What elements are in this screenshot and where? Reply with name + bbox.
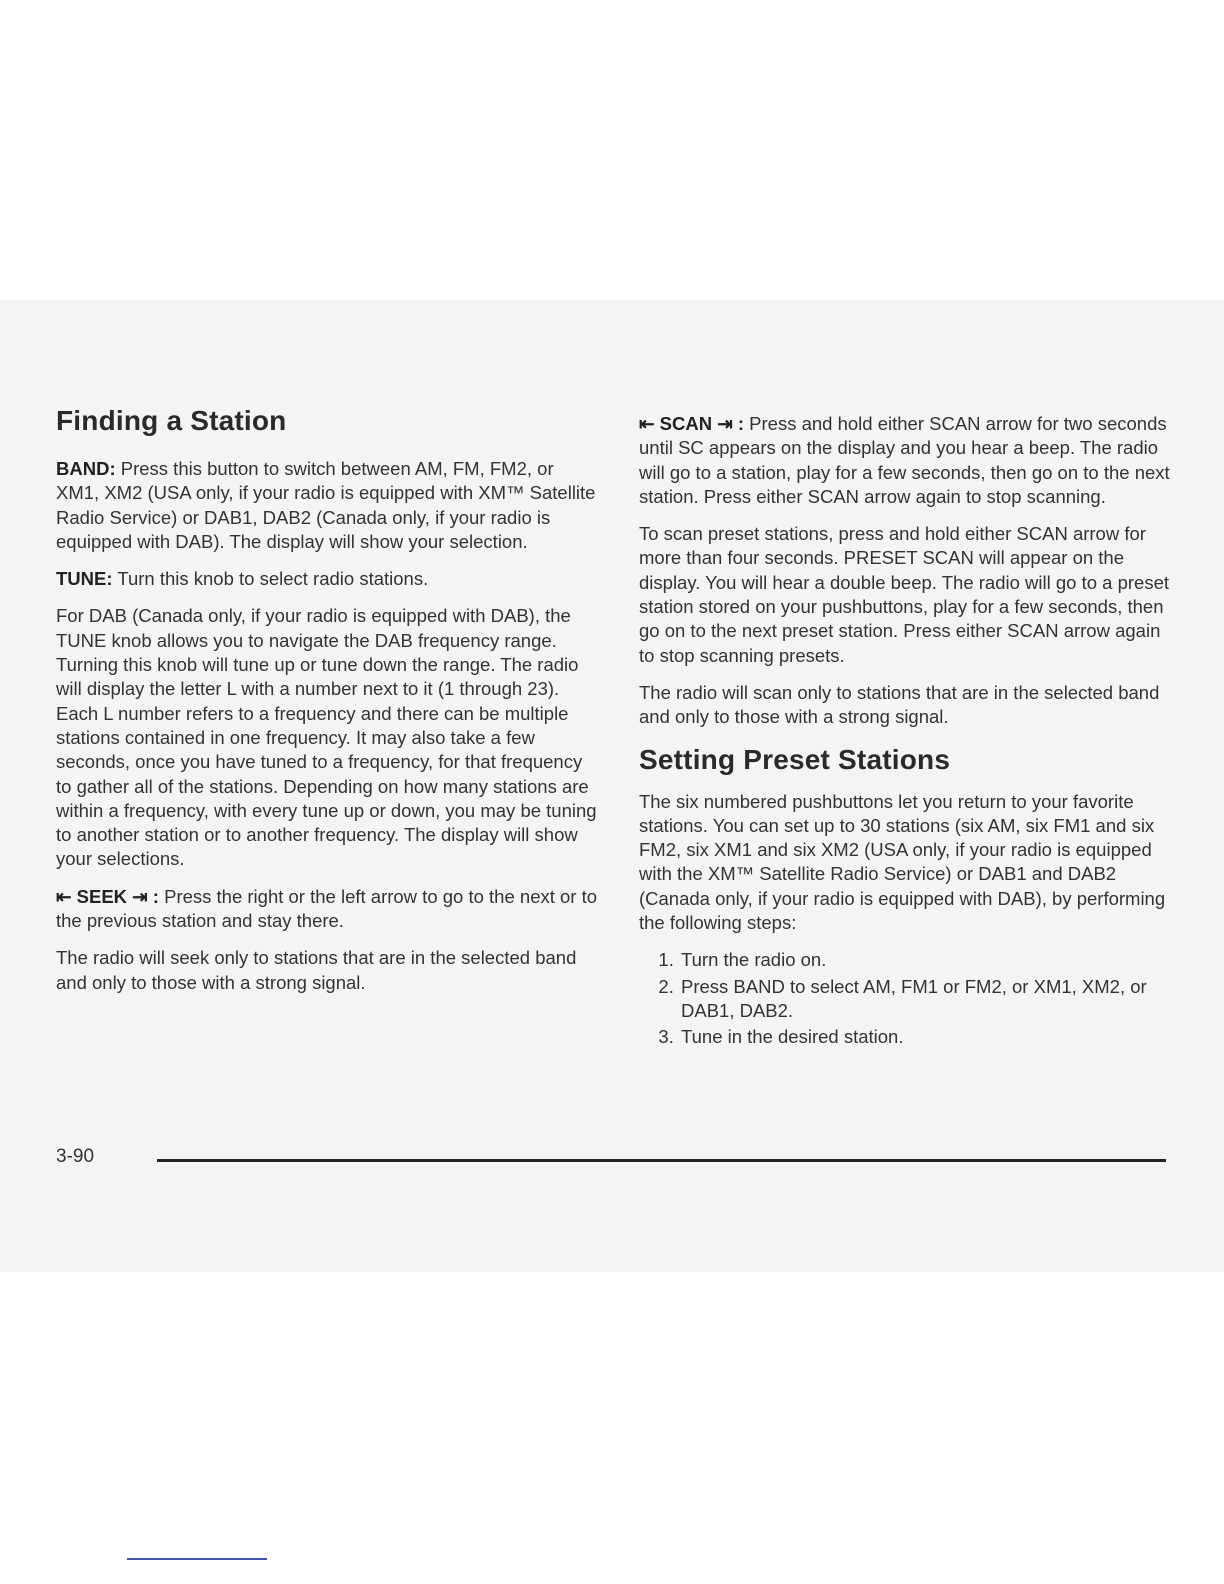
- seek-note-paragraph: The radio will seek only to stations that are in the selected band and only to those with a strong signal.: [56, 947, 577, 993]
- section-title-setting-presets: Setting Preset Stations: [639, 743, 951, 775]
- scan-note-paragraph: The radio will scan only to stations that are in the selected band and only to those with a strong signal.: [639, 681, 1160, 728]
- list-item: 2. Press BAND to select AM, FM1 or FM2, or XM1, XM2, or DAB1, DAB2.: [679, 975, 1179, 1024]
- page-number: 3-90: [56, 1146, 95, 1167]
- list-item: 3. Tune in the desired station.: [679, 1025, 1179, 1049]
- scan-text: Press and hold either SCAN arrow for two seconds until SC appears on the display and you hear a beep. The radio will go to a station, play for a few seconds, then go on to the next station. Press either SCAN arrow again to stop scanning.: [639, 413, 1170, 507]
- left-column: [56, 405, 601, 1008]
- preset-steps-list: [639, 948, 1179, 1049]
- seek-label: ⇤ SEEK ⇥ :: [56, 885, 159, 907]
- seek-text: Press the right or the left arrow to go to the next or to the previous station and stay there.: [56, 885, 598, 932]
- right-column: [639, 412, 1179, 1052]
- preset-intro-paragraph: The six numbered pushbuttons let you return to your favorite stations. You can set up to 30 stations (six AM, six FM1 and six FM2, six XM1 and six XM2 (USA only, if your radio is equipped with the XM™ Satellite Radio Service) or DAB1 and DAB2 (Canada only, if your radio is equipped with DAB), by performing the following steps:: [639, 790, 1166, 934]
- scan-label: ⇤ SCAN ⇥ :: [639, 413, 745, 434]
- list-item: 1. Turn the radio on.: [679, 948, 1179, 972]
- tune-label: TUNE:: [56, 568, 113, 590]
- scan-paragraph: [639, 412, 1179, 509]
- tune-text: Turn this knob to select radio stations.: [112, 568, 429, 590]
- preset-scan-paragraph: To scan preset stations, press and hold either SCAN arrow for more than four seconds. PRESET SCAN will appear on the display. You will hear a double beep. The radio will go to a preset station stored on your pushbuttons, play for a few seconds, then go on to the next preset station. Press either SCAN arrow again to stop scanning presets.: [639, 523, 1169, 666]
- dab-paragraph: For DAB (Canada only, if your radio is equipped with DAB), the TUNE knob allows you to navigate the DAB frequency range. Turning this knob will tune up or tune down the range. The radio will display the letter L with a number next to it (1 through 23). Each L number refers to a frequency and there can be multiple stations contained in one frequency. It may also take a few seconds, once you have tuned to a frequency, for that frequency to gather all of the stations. Depending on how many stations are within a frequency, with every tune up or down, you may be tuning to another station or to another frequency. The display will show your selections.: [56, 605, 597, 870]
- band-label: BAND:: [56, 458, 116, 479]
- tune-paragraph: [56, 567, 601, 591]
- section-title-finding-station: Finding a Station: [56, 405, 287, 436]
- seek-paragraph: [56, 885, 601, 934]
- band-text: Press this button to switch between AM, FM, FM2, or XM1, XM2 (USA only, if your radio is equipped with XM™ Satellite Radio Service) or DAB1, DAB2 (Canada only, if your radio is equipped with DAB). The display will show your selection.: [56, 458, 596, 552]
- band-paragraph: [56, 457, 601, 554]
- footer-divider: [157, 1159, 1166, 1162]
- bottom-divider: [127, 1558, 267, 1560]
